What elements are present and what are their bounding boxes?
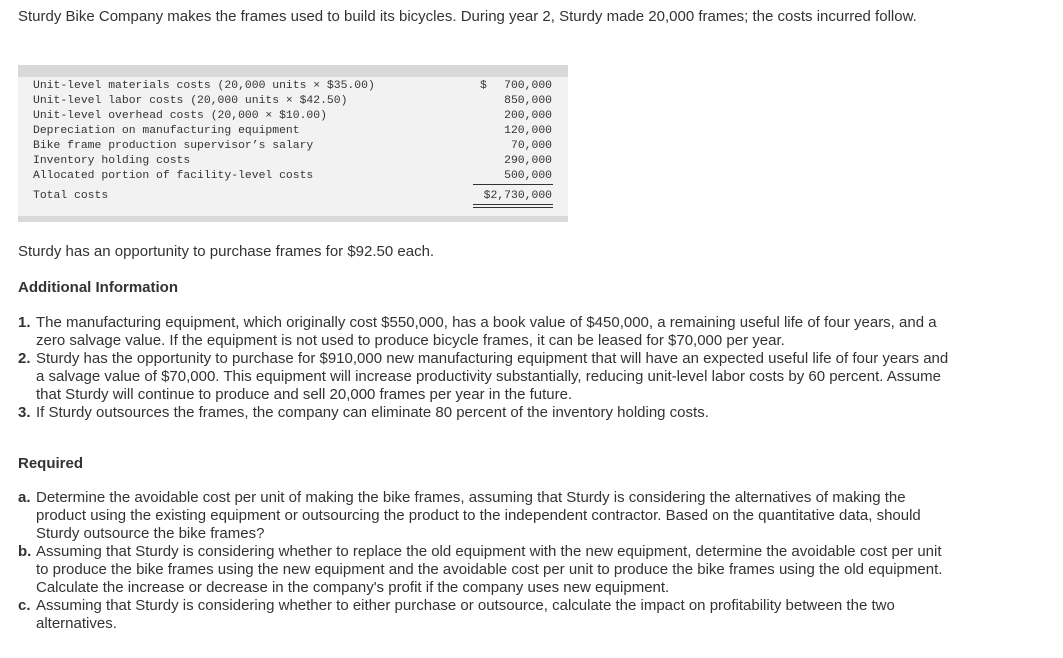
table-top-bar bbox=[18, 65, 568, 77]
item-text: Assuming that Sturdy is considering whether to either purchase or outsource, calculate the impact on profitability between the two alternatives. bbox=[36, 597, 895, 632]
item-marker: c. bbox=[18, 597, 31, 614]
list-item bbox=[18, 489, 953, 543]
table-row bbox=[18, 139, 568, 154]
list-item bbox=[18, 543, 953, 597]
row-amount: 200,000 bbox=[504, 110, 552, 122]
item-marker: 2. bbox=[18, 350, 31, 367]
row-label: Inventory holding costs bbox=[33, 155, 191, 167]
table-row bbox=[18, 124, 568, 139]
row-label: Allocated portion of facility-level costs bbox=[33, 170, 314, 182]
additional-info-heading: Additional Information bbox=[18, 279, 178, 296]
intro-paragraph: Sturdy Bike Company makes the frames used to build its bicycles. During year 2, Sturdy made 20,000 frames; the costs incurred follow. bbox=[18, 8, 917, 25]
total-label: Total costs bbox=[33, 190, 109, 202]
row-label: Bike frame production supervisor’s salary bbox=[33, 140, 314, 152]
item-text: The manufacturing equipment, which originally cost $550,000, has a book value of $450,000, a remaining useful life of four years, and a zero salvage value. If the equipment is not used to produce bicycle frames, it can be leased for $70,000 per year. bbox=[36, 314, 937, 349]
item-text: Assuming that Sturdy is considering whether to replace the old equipment with the new equipment, determine the avoidable cost per unit to produce the bike frames using the new equipment and the avoidable cost per unit to produce the bike frames using the old equipment. Calculate the increase or decrease in the company's profit if the company uses new equipment. bbox=[36, 543, 943, 596]
row-amount: 850,000 bbox=[504, 95, 552, 107]
row-amount: 290,000 bbox=[504, 155, 552, 167]
row-amount: 70,000 bbox=[510, 140, 552, 152]
item-marker: b. bbox=[18, 543, 32, 560]
total-double-rule bbox=[473, 204, 553, 208]
table-row bbox=[18, 109, 568, 124]
opportunity-text: Sturdy has an opportunity to purchase frames for $92.50 each. bbox=[18, 243, 435, 260]
item-marker: 1. bbox=[18, 314, 31, 331]
total-amount: $2,730,000 bbox=[483, 190, 552, 202]
list-item bbox=[18, 597, 953, 633]
additional-info-list bbox=[18, 314, 953, 422]
list-item bbox=[18, 404, 953, 422]
required-list bbox=[18, 489, 953, 633]
row-amount: 700,000 bbox=[504, 80, 552, 92]
item-marker: 3. bbox=[18, 404, 31, 421]
table-bottom-bar bbox=[18, 216, 568, 222]
row-label: Unit-level overhead costs (20,000 × $10.00) bbox=[33, 110, 327, 122]
table-row bbox=[18, 154, 568, 169]
item-text: Sturdy has the opportunity to purchase for $910,000 new manufacturing equipment that will have an expected useful life of four years and a salvage value of $70,000. This equipment will increase productivity substantially, reducing unit-level labor costs by 60 percent. Assume that Sturdy will continue to produce and sell 20,000 frames per year in the future. bbox=[36, 350, 949, 403]
row-amount: 120,000 bbox=[504, 125, 552, 137]
row-label: Unit-level materials costs (20,000 units × $35.00) bbox=[33, 80, 375, 92]
row-label: Depreciation on manufacturing equipment bbox=[33, 125, 300, 137]
list-item bbox=[18, 350, 953, 404]
total-row bbox=[18, 189, 568, 204]
item-marker: a. bbox=[18, 489, 31, 506]
row-amount: 500,000 bbox=[504, 170, 552, 182]
table-row bbox=[18, 79, 568, 94]
list-item bbox=[18, 314, 953, 350]
row-label: Unit-level labor costs (20,000 units × $42.50) bbox=[33, 95, 348, 107]
cost-table bbox=[18, 65, 568, 222]
table-row bbox=[18, 94, 568, 109]
currency-symbol: $ bbox=[480, 80, 487, 92]
subtotal-rule bbox=[473, 184, 553, 185]
table-row bbox=[18, 169, 568, 184]
item-text: If Sturdy outsources the frames, the company can eliminate 80 percent of the inventory holding costs. bbox=[36, 404, 709, 421]
item-text: Determine the avoidable cost per unit of making the bike frames, assuming that Sturdy is considering the alternatives of making the product using the existing equipment or outsourcing the product to the independent contractor. Based on the quantitative data, should Sturdy outsource the bike frames? bbox=[36, 489, 921, 542]
required-heading: Required bbox=[18, 455, 84, 472]
